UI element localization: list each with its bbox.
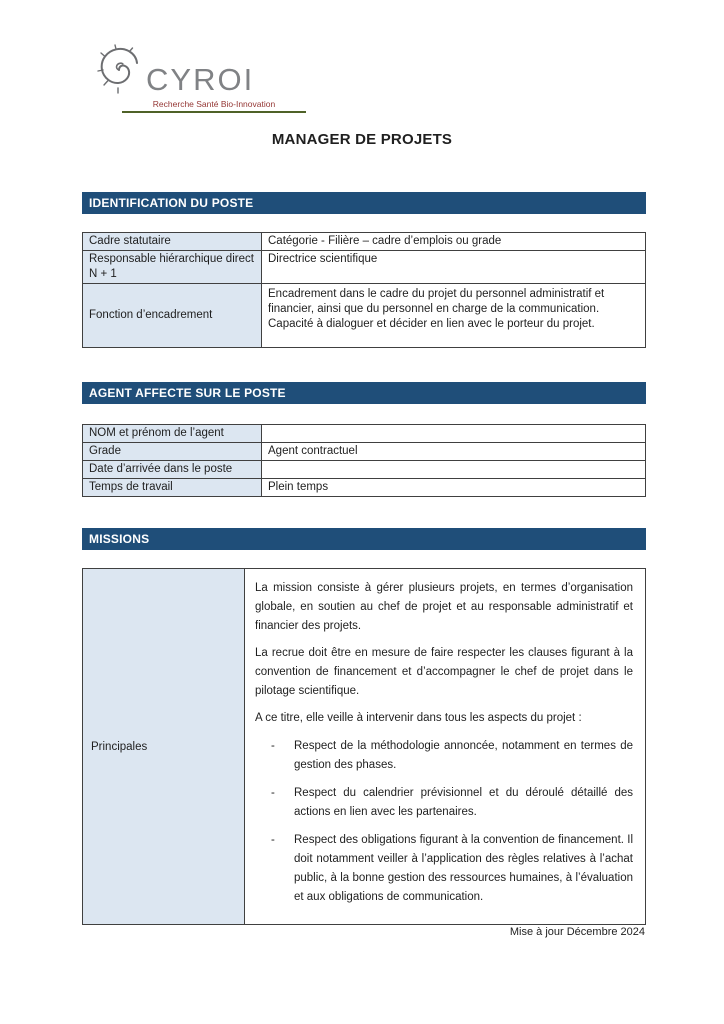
nautilus-spiral-icon: [96, 44, 140, 99]
cyroi-logo: [96, 44, 311, 113]
row-label: Cadre statutaire: [83, 233, 262, 251]
missions-paragraph: La mission consiste à gérer plusieurs projets, en termes d’organisation globale, en soutien au chef de projet et au responsable administratif et financier des projets.: [255, 582, 633, 632]
row-value: [262, 461, 646, 479]
logo-row: [96, 44, 311, 99]
missions-table: [82, 568, 646, 925]
section-header-identification: IDENTIFICATION DU POSTE: [82, 192, 646, 214]
section-header-agent: AGENT AFFECTE SUR LE POSTE: [82, 382, 646, 404]
identification-table: [82, 232, 646, 348]
update-date-footer: Mise à jour Décembre 2024: [509, 926, 645, 938]
row-label: NOM et prénom de l’agent: [83, 425, 262, 443]
table-row: [83, 284, 646, 348]
logo-tagline: Recherche Santé Bio-Innovation: [122, 99, 306, 113]
table-row: [83, 479, 646, 497]
table-row: [83, 251, 646, 284]
row-label: Responsable hiérarchique direct N + 1: [83, 251, 262, 284]
page-title: MANAGER DE PROJETS: [271, 131, 453, 148]
row-label: Grade: [83, 443, 262, 461]
missions-bullet-item: - Respect du calendrier prévisionnel et du déroulé détaillé des actions en lien avec les partenaires.: [255, 784, 633, 822]
agent-table: [82, 424, 646, 497]
row-value: Agent contractuel: [262, 443, 646, 461]
row-value: Encadrement dans le cadre du projet du personnel administratif et financier, ainsi que du personnel en charge de la communication. Capacité à dialoguer et décider en lien avec le porteur du projet.: [262, 284, 646, 348]
table-row: [83, 233, 646, 251]
table-row: [83, 461, 646, 479]
missions-paragraph: A ce titre, elle veille à intervenir dans tous les aspects du projet :: [255, 712, 582, 724]
row-value: [262, 425, 646, 443]
missions-paragraph: La recrue doit être en mesure de faire respecter les clauses figurant à la convention de financement et d’accompagner le chef de projet dans le pilotage scientifique.: [255, 647, 633, 697]
table-row: [83, 443, 646, 461]
table-row: [83, 425, 646, 443]
missions-bullet-item: - Respect des obligations figurant à la convention de financement. Il doit notamment veiller à l’application des règles relatives à l’achat public, à la bonne gestion des ressources humaines, à l’évaluation et aux obligations de communication.: [255, 831, 633, 907]
logo-wordmark: CYROI: [146, 62, 255, 97]
table-row: [83, 569, 646, 925]
missions-row-label: Principales: [83, 569, 245, 925]
row-value: Plein temps: [262, 479, 646, 497]
missions-bullet-item: - Respect de la méthodologie annoncée, notamment en termes de gestion des phases.: [255, 737, 633, 775]
row-label: Date d’arrivée dans le poste: [83, 461, 262, 479]
missions-content-cell: [245, 569, 646, 925]
row-value: Directrice scientifique: [262, 251, 646, 284]
row-label: Temps de travail: [83, 479, 262, 497]
row-label: Fonction d’encadrement: [83, 284, 262, 348]
row-value: Catégorie - Filière – cadre d’emplois ou grade: [262, 233, 646, 251]
section-header-missions: MISSIONS: [82, 528, 646, 550]
